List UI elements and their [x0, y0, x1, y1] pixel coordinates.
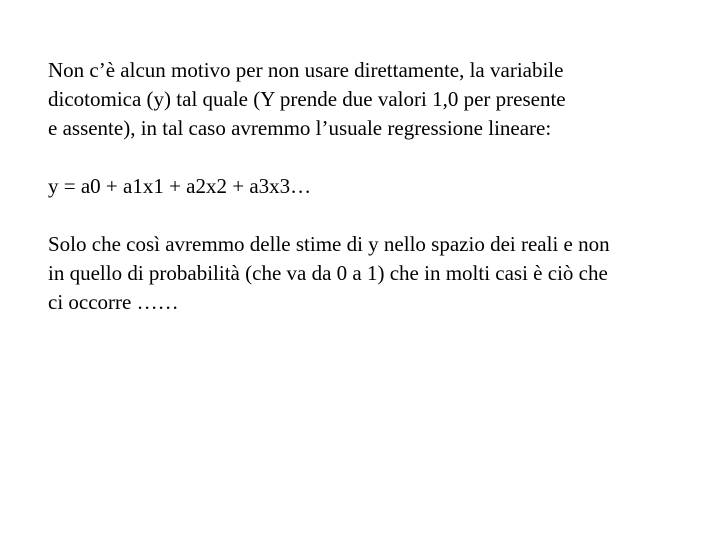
conclusion-line-1: Solo che così avremmo delle stime di y nello spazio dei reali e non: [48, 232, 610, 256]
paragraph-spacer: [48, 201, 708, 230]
intro-line-2: dicotomica (y) tal quale (Y prende due valori 1,0 per presente: [48, 87, 566, 111]
conclusion-line-2: in quello di probabilità (che va da 0 a 1) che in molti casi è ciò che: [48, 261, 608, 285]
intro-line-1: Non c’è alcun motivo per non usare direttamente, la variabile: [48, 58, 564, 82]
paragraph-spacer: [48, 143, 708, 172]
intro-line-3: e assente), in tal caso avremmo l’usuale regressione lineare:: [48, 116, 552, 140]
conclusion-paragraph: [48, 230, 708, 317]
equation-line: y = a0 + a1x1 + a2x2 + a3x3…: [48, 174, 312, 198]
conclusion-line-3: ci occorre ……: [48, 290, 179, 314]
intro-paragraph: [48, 56, 708, 143]
slide-text-block: [48, 56, 708, 317]
regression-equation: [48, 172, 708, 201]
